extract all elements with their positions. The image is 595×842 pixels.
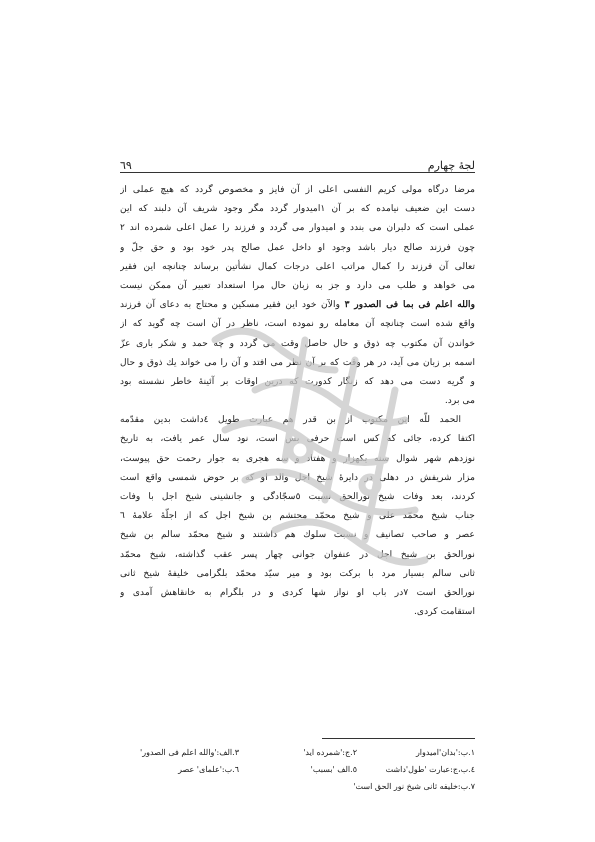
text-line: و گریه دست می دهد که زنگار کدورت که درین اوقات بر آئینۀ خاطر نشسته بود — [120, 375, 475, 387]
text-line: می برد. — [444, 395, 475, 407]
text-line: الحمد للّه این مکتوب از بن قدر هم عبارت طویل ٤داشت بدین مقدّمه — [120, 414, 461, 426]
footnote-row — [120, 778, 475, 795]
footnote-row — [120, 761, 475, 778]
page-header — [120, 150, 475, 172]
footnote: ٤.ب،ج:عبارت 'طول'داشت — [385, 765, 475, 774]
text-line: نورالحق است ٧در باب او نواز شها کردی و در بلگرام به خانقاهش آمدی و — [120, 586, 475, 598]
footnote: ٢.ج:'شمرده اید' — [303, 748, 357, 757]
footnotes — [120, 744, 475, 795]
footnote: ١.ب:'بدان'امیدوار — [415, 748, 475, 757]
text-line: تعالی آن فرزند را کمال مراتب اعلی درجات کمال نشأتین برساند چنانچه این فقیر — [120, 260, 475, 272]
footnote: ٣.الف:'والله اعلم فی الصدور' — [140, 748, 239, 757]
text-line-with-bold — [120, 295, 475, 314]
text-line: نوزدهم شهر شوال سنه یکهزار و هفتاد و سه هجری به جوار رحمت حق پیوست، — [120, 452, 475, 464]
text-line: مزار شریفش در دهلی در دایرۀ شیخ اجل والد او که بر حوض شمسی واقع است — [120, 471, 475, 483]
text-line: می خواهد و طلب می دارد و جز به زبان حال مرا استعداد تعبیر آن ممکن نیست — [120, 279, 475, 291]
footnote-row — [120, 744, 475, 761]
running-title: لجۀ چهارم — [427, 159, 475, 172]
text-line: ثانی سالم بسیار مرد با برکت بود و میر سیّد محمّد بلگرامی خلیفۀ شیخ ثانی — [120, 567, 475, 579]
footnote-rule — [322, 738, 475, 739]
text-line-rest: والآن خود این فقیر مسکین و محتاج به دعای آن فرزند — [120, 299, 341, 311]
text-line: واقع شده است چنانچه آن معامله رو نموده است، ناظر در آن است چه گوید که از — [120, 318, 475, 330]
text-line: استقامت کردی. — [414, 606, 475, 618]
footnote: ٦.ب:'علمای' عصر — [178, 765, 239, 774]
text-line: کردند، بعد وفات شیخ نورالحق نسبت ٥سجّادگی و جانشینی شیخ اجل با وفات — [120, 491, 475, 502]
text-line: اسمه بر زبان می آید، در هر وقت که بر آن نظر می افتد و آن را می خواند یك ذوق و حال — [120, 356, 475, 368]
text-line: مرضا درگاه مولی کریم النفسی اعلی از آن فایز و مخصوص گردد که هیچ عملی از — [120, 184, 475, 195]
text-line: چون فرزند صالح دیار باشد وجود او داخل عمل صالح پدر خود بود و حق جلّ و — [120, 241, 475, 253]
text-line: خواندن آن مکتوب چه ذوق و حال حاصل وقت می گردد و چه حمد و شکر باری عزّ — [120, 337, 475, 349]
text-line: اکتفا کرده، جائی که کس است حرفی بس است، نود سال عمر یافت، به تاریخ — [120, 433, 475, 445]
text-line: عصر و صاحب تصانیف و نسبت سلوك هم داشتند و شیخ محمّد سالم بن شیخ — [120, 529, 475, 541]
text-line: دست این ضعیف نیامده که بر آن ١امیدوار گردد مگر وجود شریف آن دلبند که این — [120, 203, 475, 215]
header-rule — [120, 172, 475, 173]
text-line: جناب شیخ محمّد علی و شیخ محمّد محتشم بن شیخ اجل که از اجلّۀ علامۀ ٦ — [120, 510, 475, 522]
page-number: ٦٩ — [120, 159, 132, 172]
footnote: ٧.ب:خلیفه ثانی شیخ نور الحق است' — [353, 782, 475, 791]
body-text — [120, 180, 475, 621]
bold-phrase: والله اعلم فی بما فی الصدور ٣ — [344, 299, 475, 311]
text-line: نورالحق بن شیخ اجل در عنفوان جوانی چهار پسر عقب گذاشته، شیخ محمّد — [120, 548, 475, 560]
text-line: عملی است که دلبران می بندد و امیدوار می گردد و فرزند را عمل اعلی شمرده اند ٢ — [120, 222, 475, 234]
footnote: ٥.الف 'بسبب' — [310, 765, 357, 774]
